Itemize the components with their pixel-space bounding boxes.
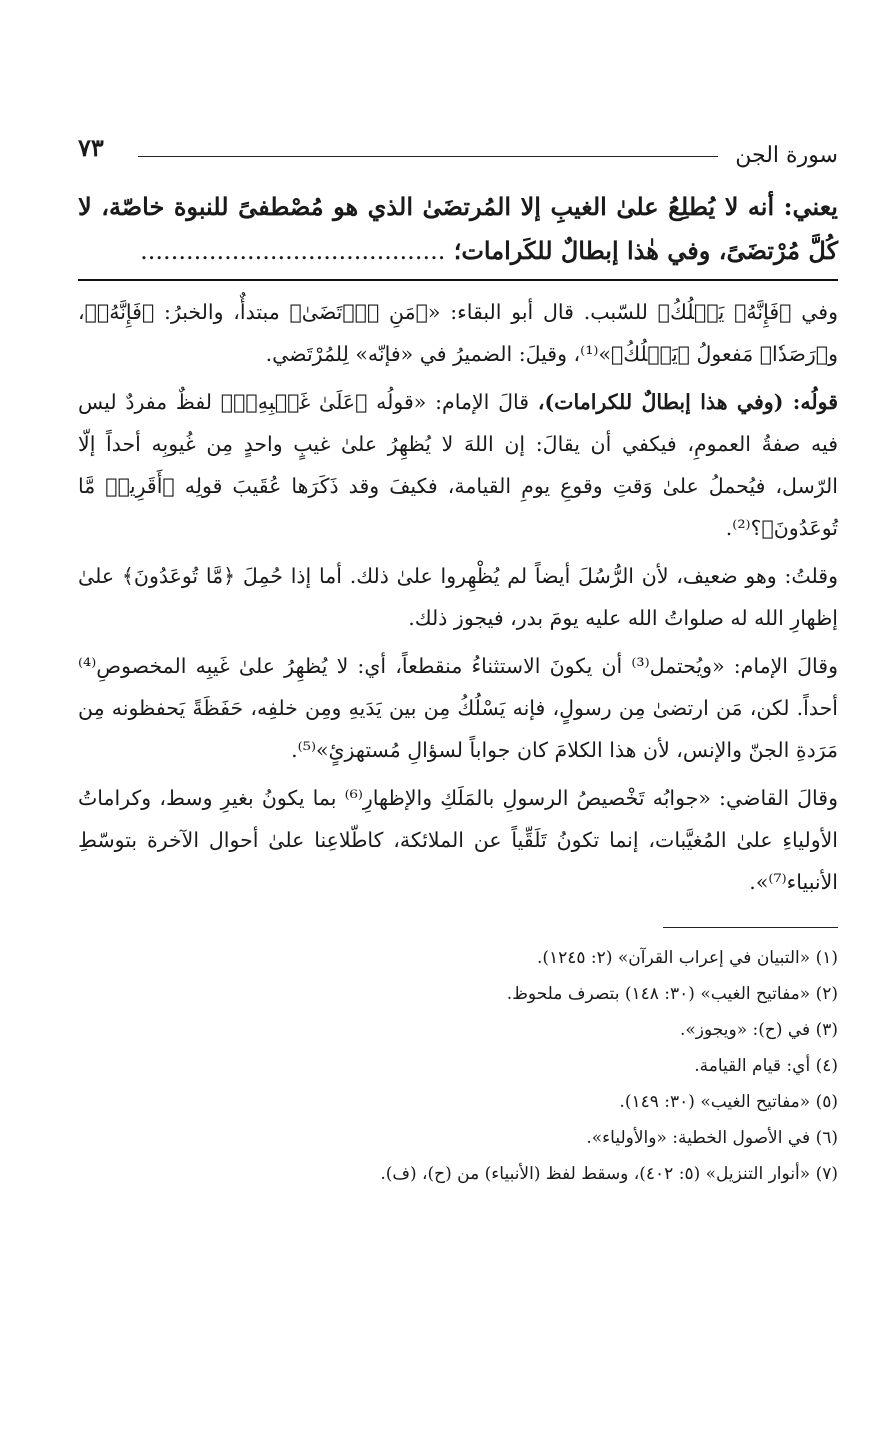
footnote-7: (٧) «أنوار التنزيل» (٥: ٤٠٢)، وسقط لفظ (الأنبياء) من (ح)، (ف).: [380, 1164, 838, 1184]
commentary-paragraph-4: وقالَ الإمام: «ويُحتمل⁽³⁾ أن يكونَ الاستثناءُ منقطعاً، أي: لا يُظهِرُ علىٰ غَيبِه المخصوصِ⁽⁴⁾ أحداً. لكن، مَن ارتضىٰ مِن رسولٍ، فإنه يَسْلُكُ مِن بين يَدَيهِ ومِن خلفِه، حَفَظَةً يَحفظونه مِن مَرَدةِ الجنّ والإنس، لأن هذا الكلامَ كان جواباً لسؤالِ مُستهزئٍ»⁽⁵⁾.: [78, 654, 838, 762]
running-header: [78, 125, 838, 177]
commentary-paragraph-2: [78, 381, 838, 549]
footnote-divider: [663, 927, 838, 928]
book-page: [78, 125, 838, 1192]
footnote-5: (٥) «مفاتيح الغيب» (٣٠: ١٤٩).: [619, 1092, 838, 1112]
footnotes: [78, 940, 838, 1192]
commentary-paragraph-5: وقالَ القاضي: «جوابُه تَخْصيصُ الرسولِ بالمَلَكِ والإظهارِ⁽⁶⁾ بما يكونُ بغيرِ وسط، وكراماتُ الأولياءِ علىٰ المُغيَّبات، إنما تكونُ تَلَقِّياً عن الملائكة، كاطّلاعِنا علىٰ أحوال الآخرة بتوسّطِ الأنبياء⁽⁷⁾».: [78, 786, 838, 894]
footnote-3: (٣) في (ح): «ويجوز».: [680, 1020, 838, 1040]
header-rule: [138, 156, 718, 157]
main-text-divider: [78, 279, 838, 281]
footnote-2: (٢) «مفاتيح الغيب» (٣٠: ١٤٨) بتصرف ملحوظ.: [506, 984, 838, 1004]
paragraph-lead: قولُه: (وفي هذا إبطالٌ للكرامات)،: [537, 390, 838, 414]
commentary-paragraph-3: وقلتُ: وهو ضعيف، لأن الرُّسُلَ أيضاً لم يُظْهِروا علىٰ ذلك. أما إذا حُمِلَ ﴿مَّا تُوعَدُونَ﴾ علىٰ إظهارِ الله له صلواتُ الله عليه يومَ بدر، فيجوز ذلك.: [78, 564, 838, 630]
footnote-6: (٦) في الأصول الخطية: «والأولياء».: [586, 1128, 838, 1148]
commentary-paragraph-1: وفي ﴿فَإِنَّهُۥ يَسۡلُكُ﴾ للسّبب. قال أبو البقاء: «﴿مَنِ ٱرۡتَضَىٰ﴾ مبتدأٌ، والخبرُ: ﴿فَإِنَّهُۥ﴾، و﴿رَصَدٗا﴾ مَفعولُ ﴿يَسۡلُكُ﴾»⁽¹⁾، وقيلَ: الضميرُ في «فإنّه» لِلمُرْتَضي.: [78, 300, 838, 366]
footnote-4: (٤) أي: قيام القيامة.: [694, 1056, 838, 1076]
commentary: [78, 291, 838, 903]
page-number: ٧٣: [78, 133, 104, 162]
main-text-body: يعني: أنه لا يُطلِعُ علىٰ الغيبِ إلا المُرتضَىٰ الذي هو مُصْطفىً للنبوة خاصّة، لا كُلَّ مُرْتضَىً، وفي هٰذا إبطالٌ للكَرامات؛: [78, 192, 838, 265]
paragraph-body: قالَ الإمام: «قولُه ﴿عَلَىٰ غَيۡبِهِۦٓ﴾ لفظٌ مفردٌ ليس فيه صفةُ العمومِ، فيكفي أن يقالَ: إن اللهَ لا يُظهِرُ علىٰ غيبٍ واحدٍ مِن غُيوبِه أحداً إلّا الرّسل، فيُحملُ علىٰ وَقتِ وقوعِ يومِ القيامة، فكيفَ وقد ذَكَرَها عُقَيبَ قولِه ﴿أَقَرِيبٞ مَّا تُوعَدُونَ﴾؟⁽²⁾.: [78, 390, 838, 540]
surah-name: سورة الجن: [735, 143, 838, 168]
main-text-dots: ........................................: [140, 237, 446, 265]
footnote-1: (١) «التبيان في إعراب القرآن» (٢: ١٢٤٥).: [536, 948, 838, 968]
main-text: [78, 185, 838, 273]
